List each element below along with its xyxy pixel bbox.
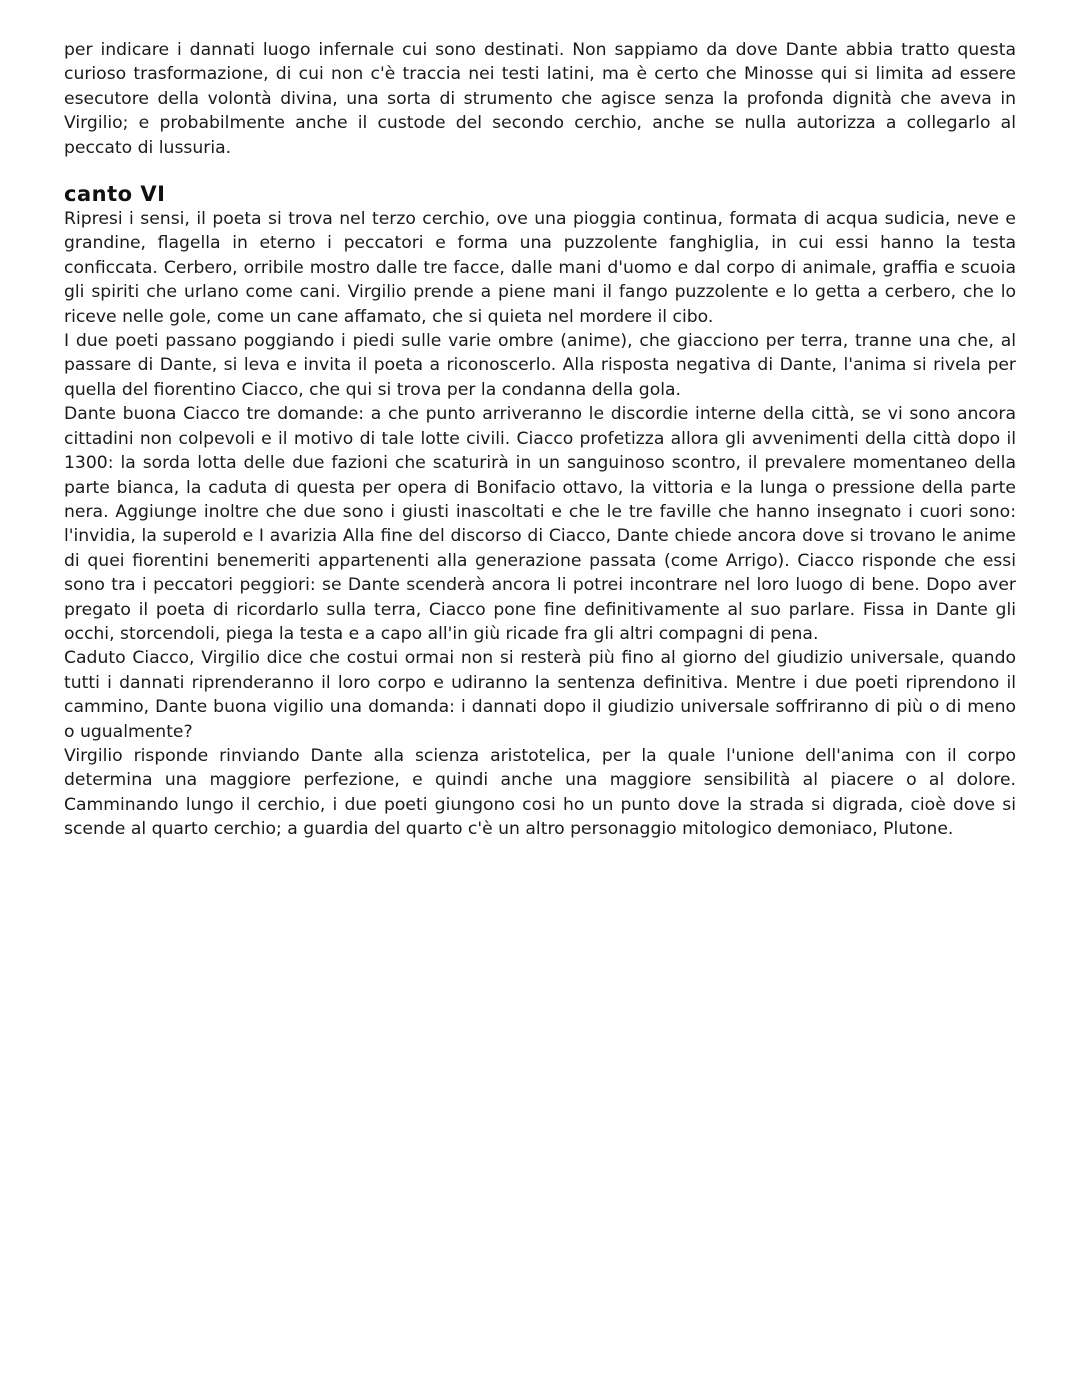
section-heading: canto VI [64,182,166,207]
paragraph-2: I due poeti passano poggiando i piedi sulle varie ombre (anime), che giacciono per terra, tranne una che, al passare di Dante, si leva e invita il poeta a riconoscerlo. Alla risposta negativa di Dante, l'anima si rivela per quella del fiorentino Ciacco, che qui si trova per la condanna della gola. [64,331,1016,400]
paragraph-4: Caduto Ciacco, Virgilio dice che costui ormai non si resterà più fino al giorno del giudizio universale, quando tutti i dannati riprenderanno il loro corpo e udiranno la sentenza definitiva. Mentre i due poeti riprendono il cammino, Dante buona vigilio una domanda: i dannati dopo il giudizio universale soffriranno di più o di meno o ugualmente? [64,648,1016,742]
intro-paragraph: per indicare i dannati luogo infernale cui sono destinati. Non sappiamo da dove Dante abbia tratto questa curioso trasformazione, di cui non c'è traccia nei testi latini, ma è certo che Minosse qui si limita ad essere esecutore della volontà divina, una sorta di strumento che agisce senza la profonda dignità che aveva in Virgilio; e probabilmente anche il custode del secondo cerchio, anche se nulla autorizza a collegarlo al peccato di lussuria. [64,40,1016,158]
paragraph-5: Virgilio risponde rinviando Dante alla scienza aristotelica, per la quale l'unione dell'anima con il corpo determina una maggiore perfezione, e quindi anche una maggiore sensibilità al piacere o al dolore. Camminando lungo il cerchio, i due poeti giungono cosi ho un punto dove la strada si digrada, cioè dove si scende al quarto cerchio; a guardia del quarto c'è un altro personaggio mitologico demoniaco, Plutone. [64,745,1016,840]
document-page [64,38,1016,842]
paragraph-1: Ripresi i sensi, il poeta si trova nel terzo cerchio, ove una pioggia continua, formata di acqua sudicia, neve e grandine, flagella in eterno i peccatori e forma una puzzolente fanghiglia, in cui essi hanno la testa conficcata. Cerbero, orribile mostro dalle tre facce, dalle mani d'uomo e dal corpo di animale, graffia e scuoia gli spiriti che urlano come cani. Virgilio prende a piene mani il fango puzzolente e lo getta a cerbero, che lo riceve nelle gole, come un cane affamato, che si quieta nel mordere il cibo. [64,209,1016,327]
paragraph-3: Dante buona Ciacco tre domande: a che punto arriveranno le discordie interne della città, se vi sono ancora cittadini non colpevoli e il motivo di tale lotte civili. Ciacco profetizza allora gli avvenimenti della città dopo il 1300: la sorda lotta delle due fazioni che scaturirà in un sanguinoso scontro, il prevalere momentaneo della parte bianca, la caduta di questa per opera di Bonifacio ottavo, la vittoria e la lunga o pressione della parte nera. Aggiunge inoltre che due sono i giusti inascoltati e che le tre faville che hanno insegnato i cuori sono: l'invidia, la superold e I avarizia Alla fine del discorso di Ciacco, Dante chiede ancora dove si trovano le anime di quei fiorentini benemeriti appartenenti alla generazione passata (come Arrigo). Ciacco risponde che essi sono tra i peccatori peggiori: se Dante scenderà ancora li potrei incontrare nel loro luogo di bene. Dopo aver pregato il poeta di ricordarlo sulla terra, Ciacco pone fine definitivamente al suo parlare. Fissa in Dante gli occhi, storcendoli, piega la testa e a capo all'in giù ricade fra gli altri compagni di pena. [64,404,1016,644]
